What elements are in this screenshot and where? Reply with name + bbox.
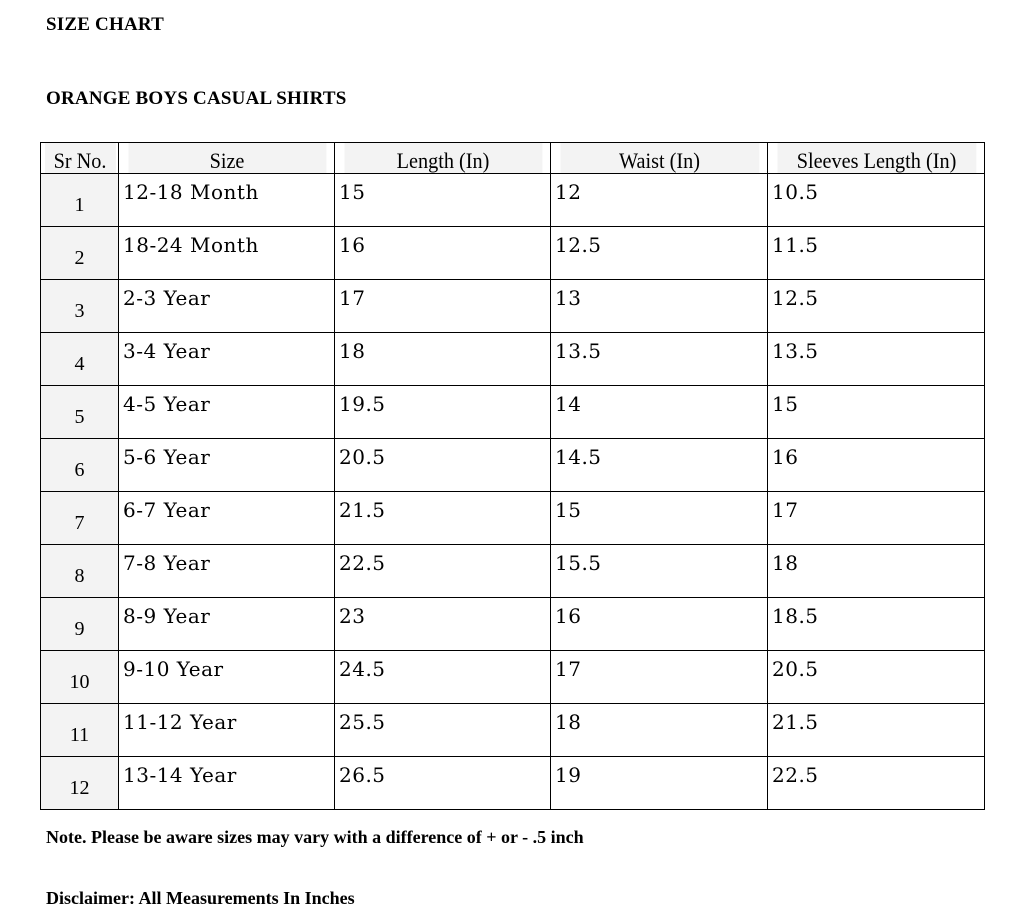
cell-length: 22.5 — [335, 545, 551, 598]
table-row — [41, 333, 985, 386]
cell-waist: 13 — [551, 280, 768, 333]
cell-length: 20.5 — [335, 439, 551, 492]
table-row — [41, 757, 985, 810]
table-row — [41, 439, 985, 492]
table-row — [41, 386, 985, 439]
cell-sleeves-length: 18 — [768, 545, 985, 598]
cell-size: 7-8 Year — [119, 545, 335, 598]
table-row — [41, 492, 985, 545]
cell-length: 23 — [335, 598, 551, 651]
size-variation-note: Note. Please be aware sizes may vary with a difference of + or - .5 inch — [46, 827, 584, 847]
cell-waist: 15 — [551, 492, 768, 545]
cell-sleeves-length: 10.5 — [768, 174, 985, 227]
cell-sr-no: 10 — [41, 651, 119, 704]
cell-sr-no: 1 — [41, 174, 119, 227]
cell-sleeves-length: 11.5 — [768, 227, 985, 280]
cell-sr-no: 7 — [41, 492, 119, 545]
cell-size: 12-18 Month — [119, 174, 335, 227]
table-row — [41, 280, 985, 333]
cell-sleeves-length: 12.5 — [768, 280, 985, 333]
cell-sr-no: 3 — [41, 280, 119, 333]
cell-sleeves-length: 13.5 — [768, 333, 985, 386]
cell-length: 26.5 — [335, 757, 551, 810]
cell-length: 21.5 — [335, 492, 551, 545]
cell-size: 5-6 Year — [119, 439, 335, 492]
cell-length: 24.5 — [335, 651, 551, 704]
cell-sleeves-length: 17 — [768, 492, 985, 545]
cell-length: 18 — [335, 333, 551, 386]
table-header-row — [41, 143, 985, 174]
header-sr-no: Sr No. — [44, 143, 116, 174]
cell-length: 16 — [335, 227, 551, 280]
cell-length: 19.5 — [335, 386, 551, 439]
cell-size: 6-7 Year — [119, 492, 335, 545]
cell-waist: 18 — [551, 704, 768, 757]
page-title: SIZE CHART — [46, 14, 165, 35]
table-row — [41, 545, 985, 598]
cell-sr-no: 5 — [41, 386, 119, 439]
cell-sr-no: 12 — [41, 757, 119, 810]
header-length: Length (In) — [343, 143, 542, 174]
page-subtitle: ORANGE BOYS CASUAL SHIRTS — [46, 88, 347, 109]
cell-sleeves-length: 22.5 — [768, 757, 985, 810]
cell-sleeves-length: 20.5 — [768, 651, 985, 704]
size-chart-table — [40, 142, 985, 810]
cell-waist: 15.5 — [551, 545, 768, 598]
cell-size: 4-5 Year — [119, 386, 335, 439]
cell-size: 2-3 Year — [119, 280, 335, 333]
cell-size: 18-24 Month — [119, 227, 335, 280]
table-body — [41, 174, 985, 810]
cell-waist: 12 — [551, 174, 768, 227]
cell-waist: 14.5 — [551, 439, 768, 492]
cell-sr-no: 2 — [41, 227, 119, 280]
cell-sleeves-length: 21.5 — [768, 704, 985, 757]
cell-waist: 14 — [551, 386, 768, 439]
cell-waist: 12.5 — [551, 227, 768, 280]
table-row — [41, 704, 985, 757]
cell-sr-no: 6 — [41, 439, 119, 492]
header-sleeves-length: Sleeves Length (In) — [776, 143, 976, 174]
cell-size: 13-14 Year — [119, 757, 335, 810]
header-size: Size — [127, 143, 326, 174]
cell-sleeves-length: 18.5 — [768, 598, 985, 651]
cell-size: 8-9 Year — [119, 598, 335, 651]
cell-sr-no: 11 — [41, 704, 119, 757]
table-row — [41, 227, 985, 280]
header-waist: Waist (In) — [559, 143, 759, 174]
cell-sleeves-length: 16 — [768, 439, 985, 492]
cell-waist: 19 — [551, 757, 768, 810]
cell-sleeves-length: 15 — [768, 386, 985, 439]
cell-waist: 17 — [551, 651, 768, 704]
cell-size: 9-10 Year — [119, 651, 335, 704]
cell-size: 3-4 Year — [119, 333, 335, 386]
cell-length: 15 — [335, 174, 551, 227]
cell-waist: 13.5 — [551, 333, 768, 386]
cell-size: 11-12 Year — [119, 704, 335, 757]
cell-waist: 16 — [551, 598, 768, 651]
cell-sr-no: 4 — [41, 333, 119, 386]
table-row — [41, 598, 985, 651]
cell-sr-no: 8 — [41, 545, 119, 598]
cell-length: 25.5 — [335, 704, 551, 757]
disclaimer-text: Disclaimer: All Measurements In Inches — [46, 888, 355, 908]
table-row — [41, 651, 985, 704]
cell-sr-no: 9 — [41, 598, 119, 651]
table-row — [41, 174, 985, 227]
cell-length: 17 — [335, 280, 551, 333]
